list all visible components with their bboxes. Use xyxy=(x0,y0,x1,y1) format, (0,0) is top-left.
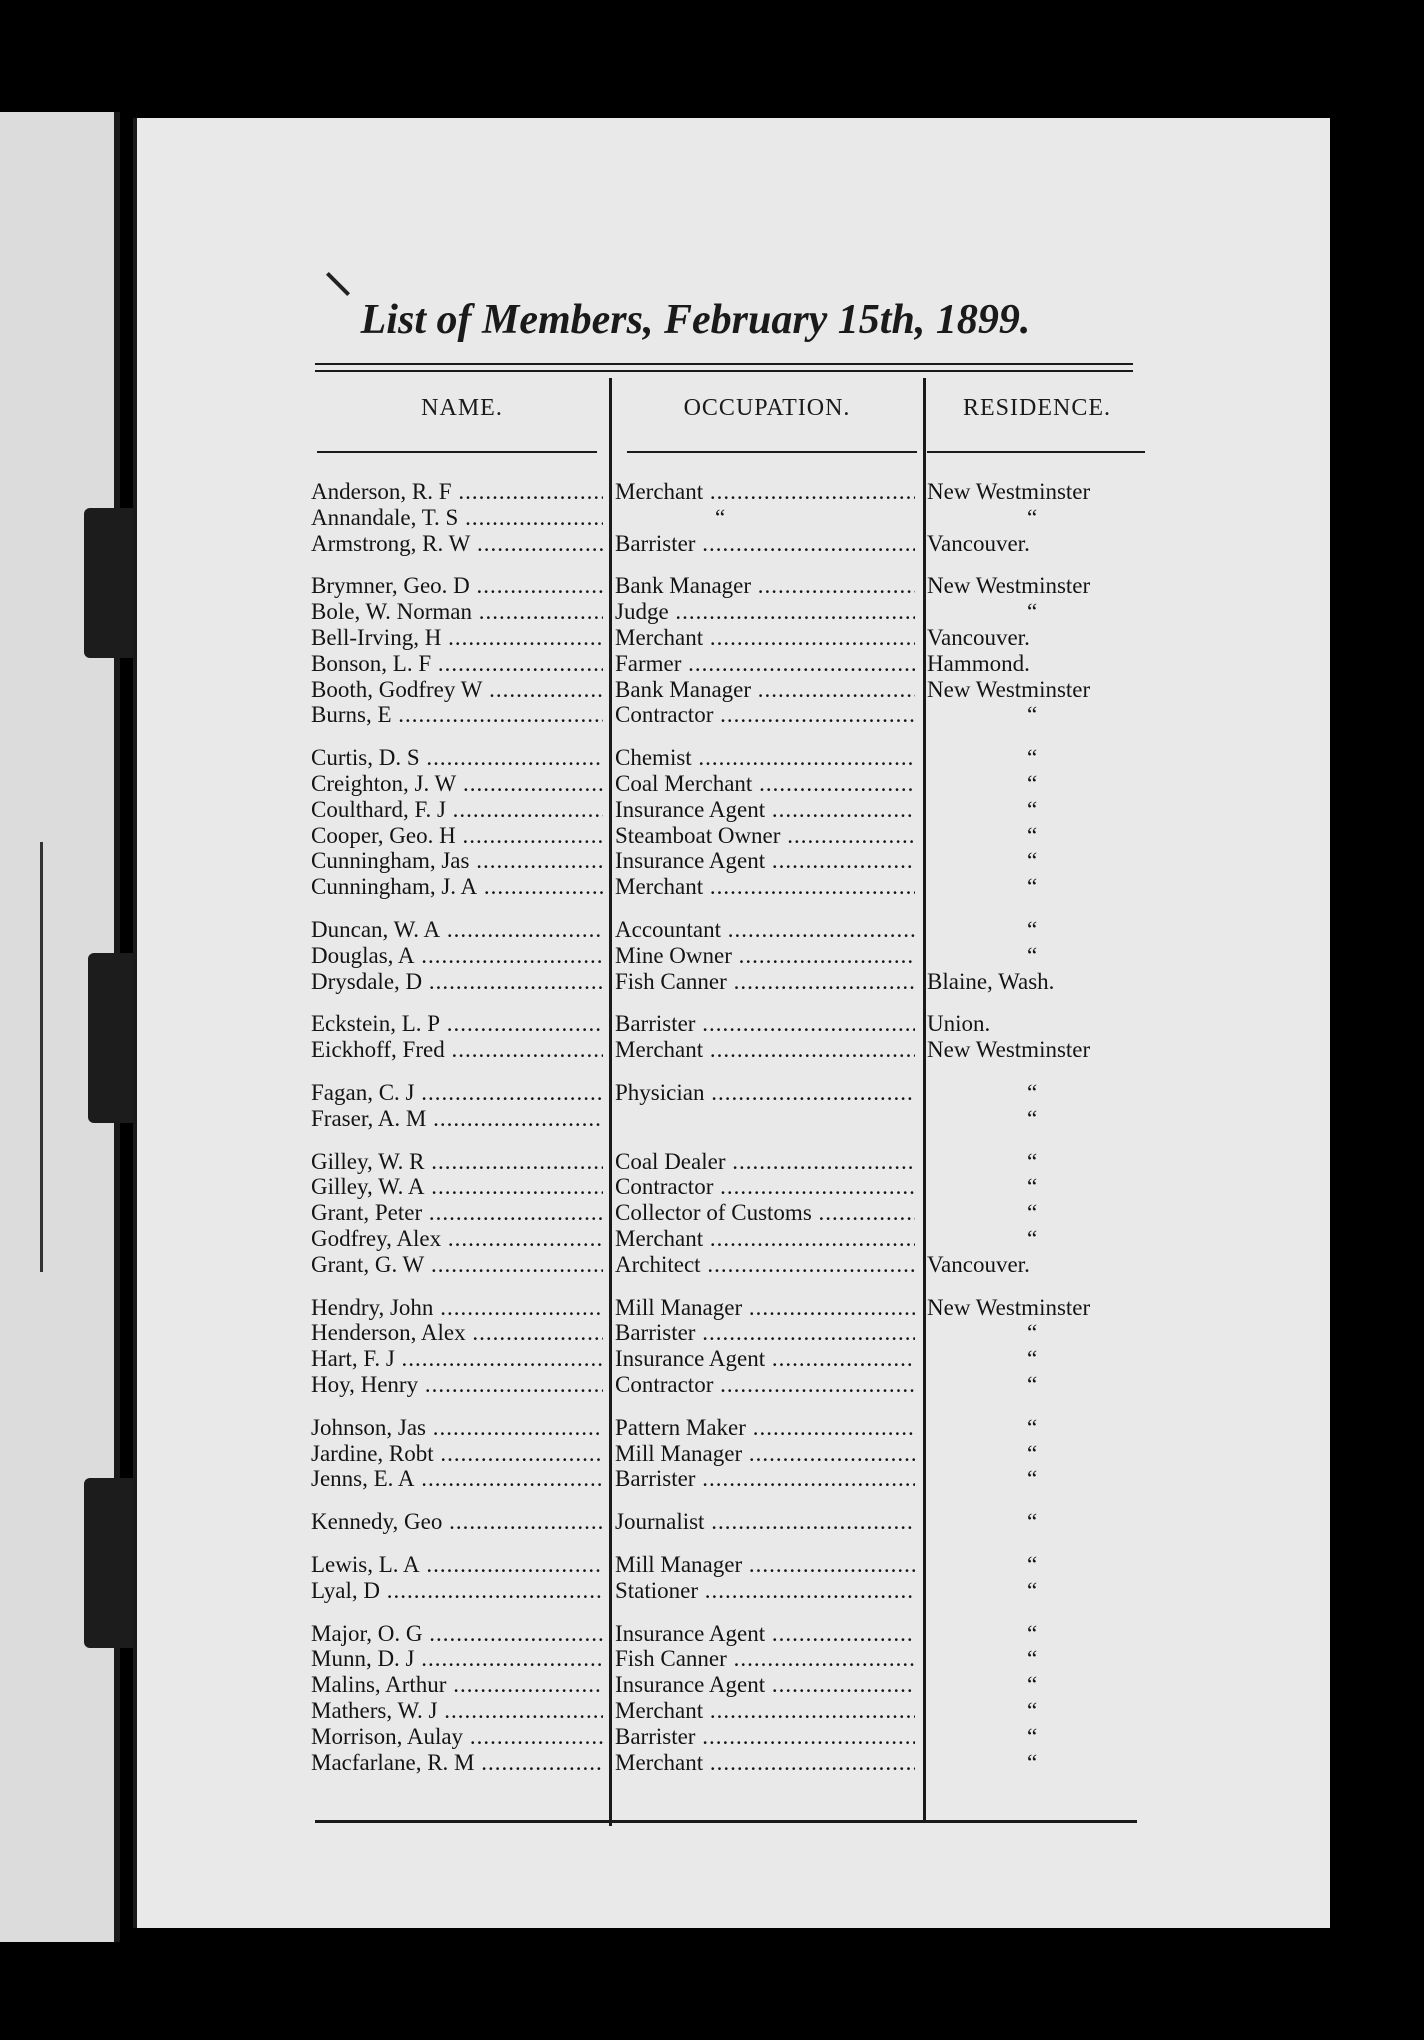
member-occupation: Mill Manager ..... xyxy=(615,1552,915,1578)
member-occupation: Fish Canner ..... xyxy=(615,1646,915,1672)
member-name: Bell-Irving, H ..... xyxy=(311,625,603,651)
member-occupation: Insurance Agent ..... xyxy=(615,1346,915,1372)
column-divider-1 xyxy=(609,378,612,1826)
member-name: Munn, D. J ..... xyxy=(311,1646,603,1672)
member-residence: “ xyxy=(1027,1749,1038,1775)
member-residence: “ xyxy=(1027,1672,1038,1698)
member-name: Lewis, L. A ..... xyxy=(311,1552,603,1578)
member-residence: “ xyxy=(1027,1646,1038,1672)
member-residence: “ xyxy=(1027,1698,1038,1723)
member-occupation: Coal Merchant ..... xyxy=(615,771,915,797)
member-residence: New Westminster xyxy=(927,1037,1091,1063)
member-occupation: Steamboat Owner ..... xyxy=(615,823,915,849)
member-occupation: Collector of Customs ..... xyxy=(615,1200,915,1226)
member-occupation: “ xyxy=(715,504,726,530)
member-occupation: Farmer ..... xyxy=(615,651,915,677)
member-residence: “ xyxy=(1027,599,1038,625)
member-name: Morrison, Aulay ..... xyxy=(311,1724,603,1750)
member-name: Booth, Godfrey W ..... xyxy=(311,677,603,703)
member-residence: “ xyxy=(1027,1320,1038,1346)
member-residence: “ xyxy=(1027,848,1038,874)
member-name: Creighton, J. W ..... xyxy=(311,771,603,797)
member-residence: New Westminster xyxy=(927,479,1091,504)
column-header-name: NAME. xyxy=(421,395,503,421)
member-occupation: Merchant ..... xyxy=(615,625,915,651)
member-residence: “ xyxy=(1027,1226,1038,1251)
member-name: Gilley, W. R ..... xyxy=(311,1149,603,1175)
member-name: Henderson, Alex ..... xyxy=(311,1320,603,1346)
bottom-rule xyxy=(315,1820,1137,1823)
member-name: Hart, F. J ..... xyxy=(311,1346,603,1372)
member-residence: “ xyxy=(1027,1509,1038,1535)
member-residence: “ xyxy=(1027,1414,1038,1440)
member-name: Jardine, Robt ..... xyxy=(311,1441,603,1467)
member-name: Cooper, Geo. H ..... xyxy=(311,823,603,849)
member-occupation: Insurance Agent ..... xyxy=(615,1672,915,1698)
member-residence: “ xyxy=(1027,1148,1038,1174)
member-residence: “ xyxy=(1027,1372,1038,1397)
member-name: Armstrong, R. W ..... xyxy=(311,531,603,557)
member-name: Eckstein, L. P ..... xyxy=(311,1011,603,1037)
member-occupation: Merchant ..... xyxy=(615,874,915,900)
member-name: Burns, E ..... xyxy=(311,702,603,728)
title-rule-lower xyxy=(315,370,1133,372)
member-name: Duncan, W. A ..... xyxy=(311,917,603,943)
member-occupation: Physician ..... xyxy=(615,1080,915,1106)
member-residence: “ xyxy=(1027,1105,1038,1131)
header-underline-occupation xyxy=(627,451,917,453)
member-occupation: Journalist ..... xyxy=(615,1509,915,1535)
member-residence: Union. xyxy=(927,1011,991,1037)
member-occupation: Mine Owner ..... xyxy=(615,943,915,969)
member-residence: “ xyxy=(1027,1552,1038,1577)
member-name: Fraser, A. M ..... xyxy=(311,1106,603,1132)
member-occupation: Contractor ..... xyxy=(615,702,915,728)
pencil-mark xyxy=(326,272,350,296)
member-name: Grant, Peter ..... xyxy=(311,1200,603,1226)
member-name: Cunningham, Jas ..... xyxy=(311,848,603,874)
member-occupation: Coal Dealer ..... xyxy=(615,1149,915,1175)
member-residence: Vancouver. xyxy=(927,530,1030,556)
member-name: Grant, G. W ..... xyxy=(311,1252,603,1278)
member-name: Johnson, Jas ..... xyxy=(311,1415,603,1441)
member-residence: “ xyxy=(1027,822,1038,848)
member-name: Eickhoff, Fred ..... xyxy=(311,1037,603,1063)
page-title: List of Members, February 15th, 1899. xyxy=(360,297,1031,343)
member-occupation: Merchant ..... xyxy=(615,1037,915,1063)
member-occupation: Bank Manager ..... xyxy=(615,573,915,599)
member-name: Gilley, W. A ..... xyxy=(311,1174,603,1200)
member-residence: “ xyxy=(1027,1346,1038,1372)
member-occupation: Mill Manager ..... xyxy=(615,1295,915,1321)
page-fold xyxy=(40,842,43,1272)
member-name: Bonson, L. F ..... xyxy=(311,651,603,677)
member-occupation: Merchant ..... xyxy=(615,479,915,505)
column-divider-2 xyxy=(923,378,926,1820)
member-occupation: Barrister ..... xyxy=(615,531,915,557)
member-occupation: Merchant ..... xyxy=(615,1750,915,1776)
member-occupation: Barrister ..... xyxy=(615,1724,915,1750)
member-name: Anderson, R. F ..... xyxy=(311,479,603,505)
member-name: Curtis, D. S ..... xyxy=(311,745,603,771)
member-occupation: Insurance Agent ..... xyxy=(615,797,915,823)
member-name: Brymner, Geo. D ..... xyxy=(311,573,603,599)
member-name: Major, O. G ..... xyxy=(311,1621,603,1647)
member-occupation: Insurance Agent ..... xyxy=(615,848,915,874)
member-name: Coulthard, F. J ..... xyxy=(311,797,603,823)
member-name: Cunningham, J. A ..... xyxy=(311,874,603,900)
member-residence: Blaine, Wash. xyxy=(927,968,1055,994)
member-occupation: Pattern Maker ..... xyxy=(615,1415,915,1441)
member-residence: “ xyxy=(1027,1466,1038,1492)
member-residence: Vancouver. xyxy=(927,625,1030,650)
header-underline-name xyxy=(317,451,597,453)
member-occupation: Contractor ..... xyxy=(615,1174,915,1200)
member-occupation: Judge ..... xyxy=(615,599,915,625)
member-occupation: Fish Canner ..... xyxy=(615,969,915,995)
member-name: Hendry, John ..... xyxy=(311,1295,603,1321)
member-residence: New Westminster xyxy=(927,573,1091,599)
column-header-residence: RESIDENCE. xyxy=(963,395,1111,421)
member-name: Bole, W. Norman ..... xyxy=(311,599,603,625)
member-residence: “ xyxy=(1027,942,1038,968)
member-occupation: Chemist ..... xyxy=(615,745,915,771)
member-name: Godfrey, Alex ..... xyxy=(311,1226,603,1252)
member-residence: “ xyxy=(1027,771,1038,796)
member-residence: “ xyxy=(1027,1200,1038,1226)
title-rule-upper xyxy=(315,363,1133,365)
member-residence: Vancouver. xyxy=(927,1251,1030,1277)
member-occupation: Contractor ..... xyxy=(615,1372,915,1398)
member-occupation: Merchant ..... xyxy=(615,1226,915,1252)
member-occupation: Insurance Agent ..... xyxy=(615,1621,915,1647)
member-name: Malins, Arthur ..... xyxy=(311,1672,603,1698)
member-residence: “ xyxy=(1027,917,1038,942)
member-occupation: Bank Manager ..... xyxy=(615,677,915,703)
member-occupation: Mill Manager ..... xyxy=(615,1441,915,1467)
member-occupation: Merchant ..... xyxy=(615,1698,915,1724)
member-name: Douglas, A ..... xyxy=(311,943,603,969)
member-residence: New Westminster xyxy=(927,1294,1091,1320)
member-residence: “ xyxy=(1027,796,1038,822)
column-header-occupation: OCCUPATION. xyxy=(683,395,851,421)
member-residence: “ xyxy=(1027,1174,1038,1200)
member-name: Mathers, W. J ..... xyxy=(311,1698,603,1724)
header-underline-residence xyxy=(927,451,1145,453)
member-name: Hoy, Henry ..... xyxy=(311,1372,603,1398)
member-residence: “ xyxy=(1027,1577,1038,1603)
member-occupation: Barrister ..... xyxy=(615,1466,915,1492)
member-name: Lyal, D ..... xyxy=(311,1578,603,1604)
member-occupation: Architect ..... xyxy=(615,1252,915,1278)
member-residence: “ xyxy=(1027,1440,1038,1466)
member-name: Macfarlane, R. M ..... xyxy=(311,1750,603,1776)
member-occupation: Barrister ..... xyxy=(615,1011,915,1037)
member-name: Drysdale, D ..... xyxy=(311,969,603,995)
member-residence: “ xyxy=(1027,702,1038,728)
member-residence: “ xyxy=(1027,745,1038,771)
member-residence: “ xyxy=(1027,1723,1038,1749)
member-residence: “ xyxy=(1027,1080,1038,1105)
member-residence: Hammond. xyxy=(927,650,1030,676)
member-name: Jenns, E. A ..... xyxy=(311,1466,603,1492)
member-residence: New Westminster xyxy=(927,676,1091,702)
member-residence: “ xyxy=(1027,1620,1038,1646)
member-occupation: Stationer ..... xyxy=(615,1578,915,1604)
member-name: Kennedy, Geo ..... xyxy=(311,1509,603,1535)
document-page xyxy=(133,118,1330,1928)
member-name: Annandale, T. S ..... xyxy=(311,505,603,531)
member-residence: “ xyxy=(1027,874,1038,900)
member-occupation: Barrister ..... xyxy=(615,1320,915,1346)
member-occupation: Accountant ..... xyxy=(615,917,915,943)
member-residence: “ xyxy=(1027,504,1038,530)
member-name: Fagan, C. J ..... xyxy=(311,1080,603,1106)
